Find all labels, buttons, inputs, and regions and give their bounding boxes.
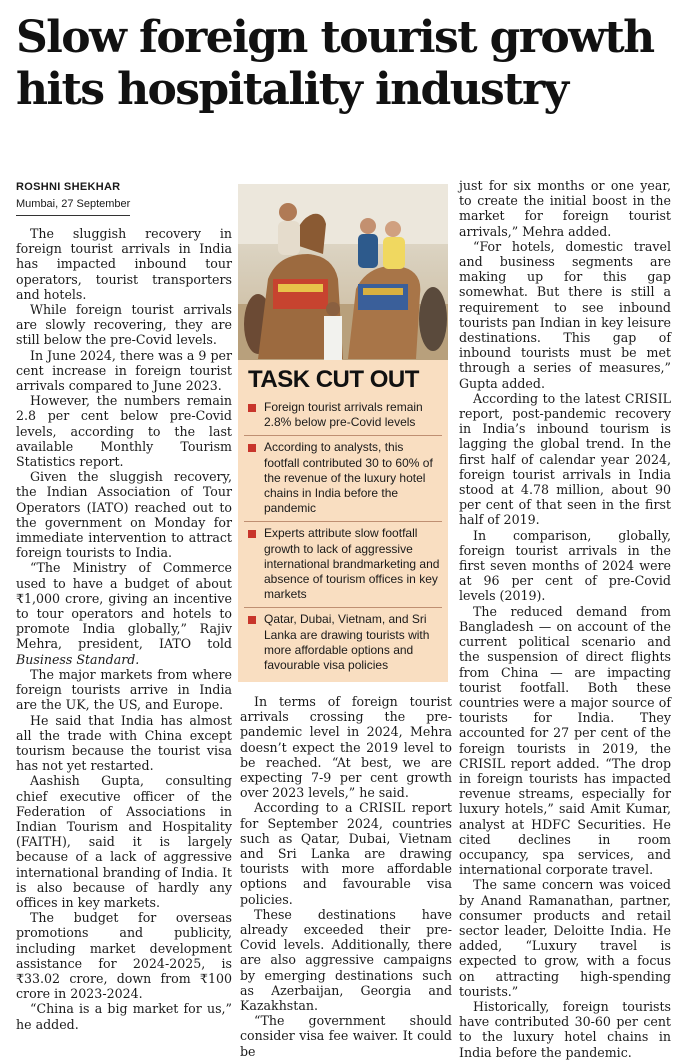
list-item — [244, 396, 442, 436]
camel-safari-photo — [238, 184, 448, 360]
square-bullet-icon — [248, 444, 256, 452]
paragraph: The budget for overseas promotions and publicity, including market development assistance for 2024-2025, is ₹33.02 crore, down from ₹100 crore in 2023-2024. — [16, 910, 232, 1002]
headline-line-1: Slow foreign tourist growth — [16, 12, 654, 63]
article-column-1 — [16, 226, 232, 1032]
list-item — [244, 608, 442, 678]
paragraph: “China is a big market for us,” he added. — [16, 1001, 232, 1032]
list-item-text: Foreign tourist arrivals remain 2.8% below pre-Covid levels — [264, 400, 423, 430]
paragraph: While foreign tourist arrivals are slowly recovering, they are still below the pre-Covid levels. — [16, 302, 232, 348]
square-bullet-icon — [248, 404, 256, 412]
paragraph: The major markets from where foreign tourists arrive in India are the UK, the US, and Europe. — [16, 666, 232, 713]
paragraph: He said that India has almost all the trade with China except tourism because the tourist visa has not yet restarted. — [16, 712, 232, 774]
task-cut-out-sidebar — [238, 360, 448, 682]
photo-illustration — [238, 184, 448, 360]
sidebar-title: TASK CUT OUT — [248, 366, 419, 393]
paragraph — [16, 560, 232, 666]
paragraph: In comparison, globally, foreign tourist arrivals in the first seven months of 2024 were at 96 per cent of pre-Covid levels (2019). — [459, 527, 671, 604]
article-column-3 — [459, 178, 671, 1060]
author-name: ROSHNI SHEKHAR — [16, 181, 121, 193]
paragraph: “The government should consider visa fee waiver. It could be — [240, 1013, 452, 1059]
paragraph: In terms of foreign tourist arrivals crossing the pre-pandemic level in 2024, Mehra doesn’t expect the 2019 level to be reached. “At best, we are expecting 7-9 per cent growth over 2023 levels,” he said. — [240, 694, 452, 801]
headline — [16, 12, 676, 116]
paragraph: “For hotels, domestic travel and business segments are making up for this gap somewhat. But there is still a requirement to see inbound tourists pan Indian in key leisure destinations. This gap of inbound tourists must be met through a series of measures,” Gupta added. — [459, 238, 671, 391]
dateline: Mumbai, 27 September — [16, 197, 130, 216]
square-bullet-icon — [248, 530, 256, 538]
paragraph: Aashish Gupta, consulting chief executive officer of the Federation of Associations in Indian Tourism and Hospitality (FAITH), said it is largely because of a lack of aggressive international branding of India. It is also because of hardly any offices in key markets. — [16, 773, 232, 910]
paragraph: However, the numbers remain 2.8 per cent below pre-Covid levels, according to the last available Monthly Tourism Statistics report. — [16, 393, 232, 470]
paragraph: Historically, foreign tourists have contributed 30-60 per cent to the luxury hotel chains in India before the pandemic. — [459, 998, 671, 1060]
sidebar-list — [238, 396, 448, 678]
paragraph: These destinations have already exceeded their pre-Covid levels. Additionally, there are also aggressive campaigns by emerging destinations such as Azerbaijan, Georgia and Kazakhstan. — [240, 906, 452, 1014]
paragraph: just for six months or one year, to create the initial boost in the market for foreign tourist arrivals,” Mehra added. — [459, 178, 671, 239]
list-item-text: Qatar, Dubai, Vietnam, and Sri Lanka are drawing tourists with more affordable options and favourable visa policies — [264, 612, 430, 673]
paragraph: According to a CRISIL report for September 2024, countries such as Qatar, Dubai, Vietnam and Sri Lanka are drawing tourists with more affordable options and favourable visa policies. — [240, 800, 452, 907]
paragraph: The same concern was voiced by Anand Ramanathan, partner, consumer products and retail sector leader, Deloitte India. He added, “Luxury travel is expected to grow, with a focus on attracting high-spending tourists.” — [459, 877, 671, 999]
publication-name: Business Standard. — [16, 651, 140, 667]
list-item — [244, 436, 442, 522]
article-column-2 — [240, 694, 452, 1059]
paragraph: The sluggish recovery in foreign tourist arrivals in India has impacted inbound tour operators, tourist transporters and hotels. — [16, 226, 232, 302]
list-item — [244, 522, 442, 608]
paragraph: Given the sluggish recovery, the Indian Association of Tour Operators (IATO) reached out to the government on Monday for immediate intervention to attract foreign tourists to India. — [16, 469, 232, 561]
paragraph: According to the latest CRISIL report, post-pandemic recovery in India’s inbound tourism is lagging the global trend. In the first half of calendar year 2024, foreign tourist arrivals in India stood at 4.78 million, about 90 per cent of that seen in the first half of 2019. — [459, 390, 671, 528]
list-item-text: Experts attribute slow footfall growth to lack of aggressive international brandmarketing and absence of tourism offices in key markets — [264, 526, 440, 602]
quote-text: “The Ministry of Commerce used to have a budget of about ₹1,000 crore, giving an incentive to tour operators and hotels to promote India globally,” Rajiv Mehra, president, IATO told — [16, 560, 232, 652]
paragraph: In June 2024, there was a 9 per cent increase in foreign tourist arrivals compared to June 2023. — [16, 347, 232, 394]
square-bullet-icon — [248, 616, 256, 624]
paragraph: The reduced demand from Bangladesh — on account of the current political scenario and the suspension of direct flights from China — are impacting tourist footfall. Both these countries were a major source of tourists for India. They accounted for 27 per cent of the foreign tourists in 2019, the CRISIL report added. “The drop in foreign tourists has impacted revenue streams, especially for luxury hotels,” said Amit Kumar, analyst at HDFC Securities. He cited declines in room occupancy, spa services, and international corporate travel. — [459, 603, 671, 878]
headline-line-2: hits hospitality industry — [16, 64, 568, 115]
byline — [16, 180, 231, 216]
list-item-text: According to analysts, this footfall contributed 30 to 60% of the revenue of the luxury hotel chains in India before the pandemic — [264, 440, 433, 516]
